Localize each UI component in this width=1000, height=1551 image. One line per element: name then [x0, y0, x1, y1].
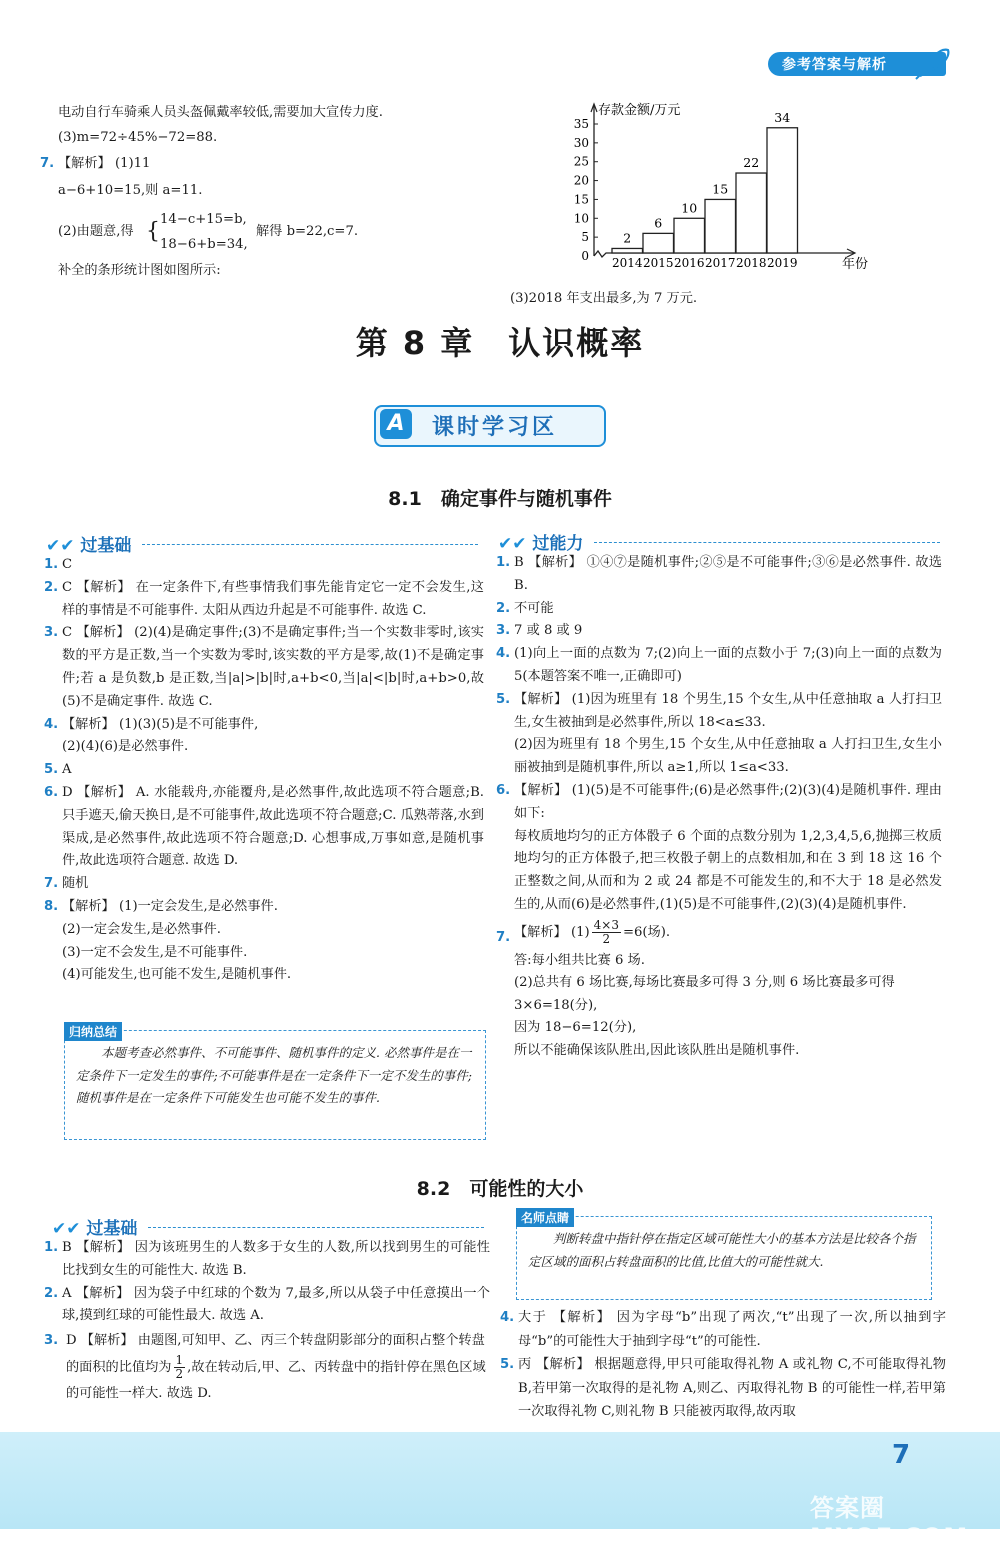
section-8-2-title: 8.2 可能性的大小 [416, 1178, 584, 1200]
answer-r7-line: 所以不能确保该队胜出,因此该队胜出是随机事件. [514, 1042, 800, 1058]
answer-item [44, 896, 484, 919]
answer-number: 1. [44, 557, 59, 572]
bar-value-label: 34 [774, 109, 791, 125]
bar [767, 128, 798, 253]
answer-number: 1. [496, 555, 511, 570]
bar-value-label: 10 [681, 200, 698, 216]
answer-item [44, 622, 484, 713]
savings-bar-chart [560, 96, 880, 276]
answer-item [44, 1237, 490, 1283]
answer-text: 丙 【解析】 根据题意得,甲只可能取得礼物 A 或礼物 C,不可能取得礼物 B,若甲第一次取得的是礼物 A,则乙、丙取得礼物 B 的可能性一样,若甲第一次取得礼物 C,则礼物 B 只能被丙取得,故丙取 [518, 1357, 946, 1419]
answer-item [44, 873, 484, 896]
answer-item [500, 1353, 946, 1424]
answer-item [44, 759, 484, 782]
answer-text: 每枚质地均匀的正方体骰子 6 个面的点数分别为 1,2,3,4,5,6,抛掷三枚质地均匀的正方体骰子,把三枚骰子朝上的点数相加,和在 3 到 18 这 16 个正整数之间,从而和为 2 或 24 都是不可能发生的,和不大于 18 是必然发生的,从而(6)是必然事件,(1)(5)是不可能事件,(2)(3)(4)是随机事件. [514, 828, 942, 912]
answer-text: (3)一定不会发生,是不可能事件. [62, 944, 248, 960]
section-8-1-right-answers [496, 552, 942, 1062]
zone-badge-letter: A [380, 409, 412, 439]
answer-number: 6. [44, 784, 59, 800]
answer-number: 8. [44, 898, 59, 914]
answer-8-2-q3 [44, 1328, 490, 1407]
answer-number: 4. [44, 716, 59, 732]
answer-text: (1)向上一面的点数为 7;(2)向上一面的点数小于 7;(3)向上一面的点数为 5(本题答案不唯一,正确即可) [514, 646, 942, 684]
answer-item [496, 780, 942, 826]
answer-text: C [62, 557, 73, 572]
basic-heading-2: ✔✔ 过基础 [52, 1219, 138, 1239]
y-tick-label: 0 [581, 249, 589, 263]
bar-value-label: 6 [654, 215, 663, 231]
answer-text: (2)因为班里有 18 个男生,15 个女生,从中任意抽取 a 人打扫卫生,女生小丽被抽到是随机事件,所以 a≥1,所以 1≤a<33. [514, 737, 942, 776]
q7-line-3b: 解得 b=22,c=7. [256, 224, 359, 239]
bar [612, 248, 643, 253]
answer-r7-frac-den: 2 [602, 931, 611, 946]
answer-number: 2. [44, 1285, 59, 1301]
rocket-icon [912, 46, 952, 82]
answer-r7-number: 7. [496, 929, 511, 945]
bar [674, 218, 705, 253]
answer-number: 5. [496, 691, 511, 707]
section-8-1-title: 8.1 确定事件与随机事件 [388, 488, 612, 510]
q7-line-1: 【解析】 (1)11 [58, 156, 151, 171]
answer-item [44, 714, 484, 737]
basic-heading: ✔✔ 过基础 [46, 536, 132, 556]
answer-item [44, 1283, 490, 1329]
x-tick-label: 2017 [704, 256, 736, 270]
header-label: 参考答案与解析 [782, 57, 887, 73]
answer-item [44, 919, 484, 942]
answer-number: 4. [496, 646, 511, 662]
answer-r7-frac-num: 4×3 [593, 917, 619, 932]
answer-item [44, 782, 484, 873]
answer-text: 7 或 8 或 9 [514, 623, 583, 639]
section-8-2-right-answers [500, 1306, 946, 1424]
basic-divider [142, 544, 478, 545]
answer-number: 7. [44, 876, 59, 892]
y-tick-label: 35 [573, 117, 589, 131]
answer-text: D 【解析】 A. 水能载舟,亦能覆舟,是必然事件,故此选项不符合题意;B. 只手遮天,偷天换日,是不可能事件,故此选项不符合题意;C. 瓜熟蒂落,水到渠成,是必然事件,故此选项不符合题意;D. 心想事成,万事如意,是随机事件,故此选项符合题意. 故选 D. [62, 784, 484, 869]
answer-8-2-q3-frac-num: 1 [175, 1353, 184, 1368]
answer-8-2-q3-fraction [174, 1354, 186, 1381]
y-tick-label: 5 [581, 230, 589, 245]
chapter-title: 第 8 章 认识概率 [355, 324, 645, 362]
ability-divider [594, 542, 940, 543]
answer-8-2-q3-number: 3. [44, 1333, 59, 1349]
answer-number: 1. [44, 1240, 59, 1255]
basic-divider-2 [148, 1227, 484, 1228]
section-8-2-left-answers [44, 1237, 490, 1407]
x-tick-label: 2018 [735, 256, 767, 270]
y-tick-label: 25 [573, 154, 589, 169]
answer-text: (4)可能发生,也可能不发生,是随机事件. [62, 967, 292, 983]
answer-text: B 【解析】 ①④⑦是随机事件;②⑤是不可能事件;③⑥是必然事件. 故选 B. [514, 555, 942, 593]
ability-heading: ✔✔ 过能力 [498, 534, 584, 554]
summary-text: 本题考查必然事件、不可能事件、随机事件的定义. 必然事件是在一定条件下一定发生的事件;不可能事件是在一定条件下一定不发生的事件;随机事件是在一定条件下可能发生也可能不发生的事件. [76, 1045, 472, 1105]
answer-item [44, 942, 484, 965]
watermark: 答案圈 MXQE.COM [810, 1494, 969, 1551]
answer-text: 不可能 [514, 600, 554, 616]
q7-line-3a: (2)由题意,得 [58, 224, 134, 239]
answer-8-2-q3-a: D 【解析】 由题图,可知甲、乙、丙三个转盘阴影部分的面积占整个转盘的面积的比值均为 [66, 1333, 485, 1376]
answer-item [496, 734, 942, 780]
answer-item [496, 643, 942, 689]
answer-r7-a: 【解析】 (1) [514, 924, 590, 940]
q7-equation-1: 14−c+15=b, [160, 212, 247, 227]
bar [736, 173, 767, 253]
answer-8-2-q3-b: ,故在转动后,甲、乙、丙转盘中的指针停在黑色区域的可能性一样大. 故选 D. [66, 1360, 486, 1402]
answer-text: A [62, 762, 72, 778]
answer-number: 3. [44, 625, 59, 641]
basic-heading-2-label: 过基础 [86, 1219, 138, 1239]
answer-number: 5. [500, 1357, 515, 1372]
answer-item [496, 620, 942, 643]
tip-tag: 名师点睛 [516, 1208, 574, 1227]
x-axis-title: 年份 [842, 257, 869, 272]
basic-heading-label: 过基础 [80, 536, 132, 556]
answer-r7-line: (2)总共有 6 场比赛,每场比赛最多可得 3 分,则 6 场比赛最多可得 3×6=18(分), [514, 975, 895, 1013]
answer-text: C 【解析】 (2)(4)是确定事件;(3)不是确定事件;当一个实数非零时,该实数的平方是正数,当一个实数为零时,该实数的平方是零,故(1)不是确定事件;若 a 是负数,b 是正数,当|a|>|b|时,a+b<0,当|a|<|b|时,a+b>0,故(5)不是确定事件. 故选 C. [62, 625, 484, 709]
answer-text: 【解析】 (1)因为班里有 18 个男生,15 个女生,从中任意抽取 a 人打扫卫生,女生被抽到是必然事件,所以 18<a≤33. [514, 691, 942, 730]
q7-line-5: (3)2018 年支出最多,为 7 万元. [510, 291, 698, 306]
answer-number: 6. [496, 782, 511, 798]
answer-number: 2. [44, 579, 59, 595]
summary-tag: 归纳总结 [64, 1022, 122, 1041]
top-line-1: 电动自行车骑乘人员头盔佩戴率较低,需要加大宣传力度. [58, 105, 383, 120]
x-tick-label: 2016 [673, 256, 705, 270]
page-number: 7 [892, 1440, 911, 1470]
q7-line-4: 补全的条形统计图如图所示: [58, 263, 221, 278]
y-tick-label: 20 [573, 173, 589, 188]
answer-text: 随机 [62, 876, 89, 892]
section-8-1-left-answers [44, 554, 484, 987]
answer-text: 大于 【解析】 因为字母“b”出现了两次,“t”出现了一次,所以抽到字母“b”的可能性大于抽到字母“t”的可能性. [518, 1310, 946, 1349]
answer-text: 【解析】 (1)(5)是不可能事件;(6)是必然事件;(2)(3)(4)是随机事件. 理由如下: [514, 782, 942, 821]
bar [643, 233, 674, 253]
answer-item [44, 736, 484, 759]
x-tick-label: 2014 [611, 256, 643, 270]
q7-line-2: a−6+10=15,则 a=11. [58, 183, 203, 198]
answer-number: 4. [500, 1310, 515, 1325]
answer-text: B 【解析】 因为该班男生的人数多于女生的人数,所以找到男生的可能性比找到女生的可能性大. 故选 B. [62, 1240, 490, 1278]
answer-r7-b: =6(场). [622, 924, 671, 940]
answer-item [500, 1306, 946, 1353]
y-tick-label: 15 [573, 192, 589, 207]
answer-text: 【解析】 (1)一定会发生,是必然事件. [62, 898, 278, 914]
tip-text: 判断转盘中指针停在指定区域可能性大小的基本方法是比较各个指定区域的面积占转盘面积的比值,比值大的可能性就大. [528, 1231, 916, 1269]
bar-value-label: 15 [712, 181, 729, 197]
bar-value-label: 2 [623, 230, 632, 246]
answer-text: 【解析】 (1)(3)(5)是不可能事件, [62, 716, 259, 732]
answer-number: 2. [496, 600, 511, 616]
q7-equation-2: 18−6+b=34, [160, 237, 248, 252]
y-tick-label: 30 [573, 135, 589, 150]
answer-text: C 【解析】 在一定条件下,有些事情我们事先能肯定它一定不会发生,这样的事情是不可能事件. 太阳从西边升起是不可能事件. 故选 C. [62, 579, 484, 618]
x-tick-label: 2015 [642, 256, 674, 270]
answer-number: 3. [496, 623, 511, 639]
ability-heading-label: 过能力 [532, 534, 584, 554]
answer-r7-line: 答:每小组共比赛 6 场. [514, 952, 645, 968]
answer-8-2-q3-frac-den: 2 [175, 1367, 184, 1382]
zone-badge-label: 课时学习区 [432, 415, 558, 440]
answer-item [44, 554, 484, 577]
answer-text: (2)(4)(6)是必然事件. [62, 739, 189, 755]
answer-text: (2)一定会发生,是必然事件. [62, 921, 221, 937]
answer-number: 5. [44, 762, 59, 778]
answer-item [496, 552, 942, 598]
answer-item [44, 577, 484, 623]
answer-item [44, 964, 484, 987]
answer-item [496, 826, 942, 917]
q7-number: 7. [40, 156, 55, 171]
top-line-2: (3)m=72÷45%−72=88. [58, 130, 218, 145]
bar-value-label: 22 [743, 155, 760, 171]
answer-r7-fraction [592, 919, 621, 946]
answer-text: A 【解析】 因为袋子中红球的个数为 7,最多,所以从袋子中任意摸出一个球,摸到红球的可能性最大. 故选 A. [62, 1285, 490, 1324]
answer-r7 [496, 919, 942, 946]
bar [705, 199, 736, 253]
y-axis-title: 存款金额/万元 [598, 103, 681, 118]
x-tick-label: 2019 [766, 256, 798, 270]
system-brace: { [146, 219, 160, 244]
y-tick-label: 10 [573, 211, 589, 226]
answer-item [496, 598, 942, 621]
answer-r7-line: 因为 18−6=12(分), [514, 1020, 637, 1036]
answer-item [496, 689, 942, 735]
